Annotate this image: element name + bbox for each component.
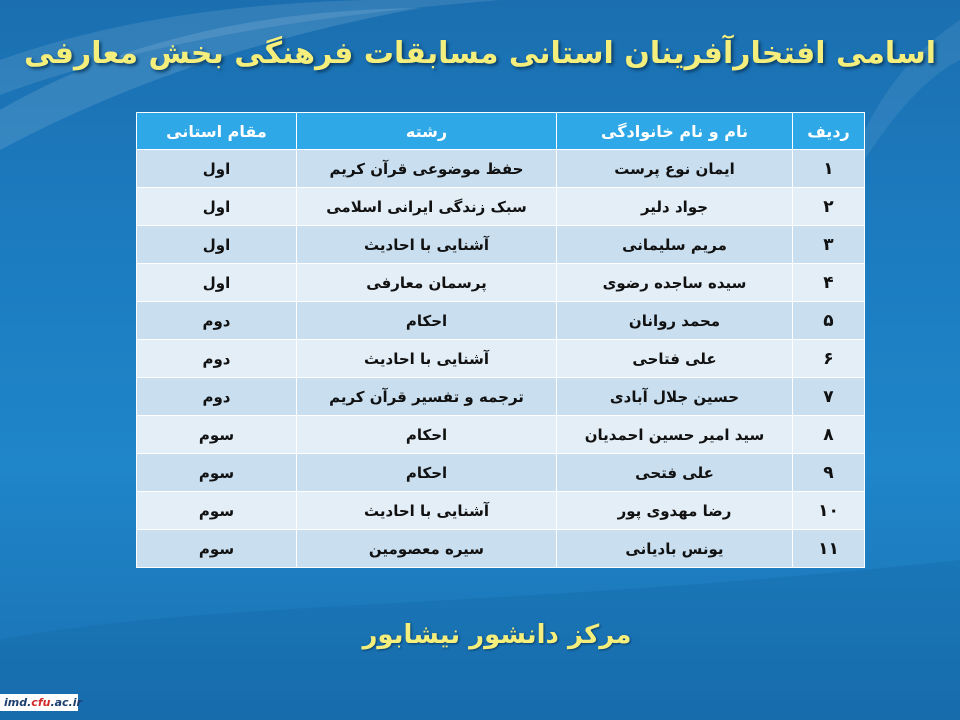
cell-field: احکام (297, 416, 557, 454)
table-row (137, 150, 865, 188)
cell-name: علی فتاحی (557, 340, 793, 378)
cell-field: سبک زندگی ایرانی اسلامی (297, 188, 557, 226)
cell-name: رضا مهدوی پور (557, 492, 793, 530)
header-field: رشته (297, 113, 557, 150)
cell-field: سیره معصومین (297, 530, 557, 568)
table-row (137, 340, 865, 378)
table-row (137, 226, 865, 264)
cell-row-number: ۵ (793, 302, 865, 340)
cell-field: آشنایی با احادیث (297, 492, 557, 530)
cell-name: حسین جلال آبادی (557, 378, 793, 416)
results-table (136, 112, 865, 568)
cell-rank: اول (137, 226, 297, 264)
cell-name: جواد دلیر (557, 188, 793, 226)
results-table-container (136, 112, 864, 568)
cell-row-number: ۱ (793, 150, 865, 188)
cell-row-number: ۷ (793, 378, 865, 416)
header-rank: مقام استانی (137, 113, 297, 150)
table-row (137, 264, 865, 302)
cell-name: یونس بادیانی (557, 530, 793, 568)
cell-field: احکام (297, 454, 557, 492)
cell-row-number: ۶ (793, 340, 865, 378)
cell-rank: سوم (137, 416, 297, 454)
cell-rank: سوم (137, 492, 297, 530)
cell-row-number: ۴ (793, 264, 865, 302)
table-row (137, 492, 865, 530)
header-name: نام و نام خانوادگی (557, 113, 793, 150)
cell-field: حفظ موضوعی قرآن کریم (297, 150, 557, 188)
table-row (137, 302, 865, 340)
cell-rank: دوم (137, 378, 297, 416)
cell-field: آشنایی با احادیث (297, 226, 557, 264)
cell-field: احکام (297, 302, 557, 340)
table-row (137, 530, 865, 568)
cell-field: ترجمه و تفسیر قرآن کریم (297, 378, 557, 416)
cell-name: سیده ساجده رضوی (557, 264, 793, 302)
cell-name: ایمان نوع پرست (557, 150, 793, 188)
cell-rank: دوم (137, 340, 297, 378)
cell-row-number: ۹ (793, 454, 865, 492)
cell-name: علی فتحی (557, 454, 793, 492)
cell-rank: اول (137, 188, 297, 226)
cell-row-number: ۱۰ (793, 492, 865, 530)
table-row (137, 416, 865, 454)
cell-row-number: ۱۱ (793, 530, 865, 568)
cell-name: سید امیر حسین احمدیان (557, 416, 793, 454)
cell-rank: سوم (137, 454, 297, 492)
header-row-number: ردیف (793, 113, 865, 150)
cell-name: محمد روانان (557, 302, 793, 340)
cell-rank: دوم (137, 302, 297, 340)
footer-center-name: مرکز دانشور نیشابور (362, 620, 632, 650)
cell-row-number: ۳ (793, 226, 865, 264)
table-row (137, 188, 865, 226)
cell-row-number: ۸ (793, 416, 865, 454)
cell-name: مریم سلیمانی (557, 226, 793, 264)
cell-field: پرسمان معارفی (297, 264, 557, 302)
table-row (137, 454, 865, 492)
website-tag-accent: cfu (31, 696, 51, 709)
cell-field: آشنایی با احادیث (297, 340, 557, 378)
cell-rank: اول (137, 150, 297, 188)
cell-row-number: ۲ (793, 188, 865, 226)
website-tag[interactable] (0, 694, 82, 711)
cell-rank: سوم (137, 530, 297, 568)
table-row (137, 378, 865, 416)
website-tag-suffix: .ac.ir (50, 696, 82, 709)
cell-rank: اول (137, 264, 297, 302)
table-header-row (137, 113, 865, 150)
page-title: اسامی افتخارآفرینان استانی مسابقات فرهنگی بخش معارفی (24, 36, 936, 71)
website-tag-prefix: imd. (4, 696, 32, 709)
